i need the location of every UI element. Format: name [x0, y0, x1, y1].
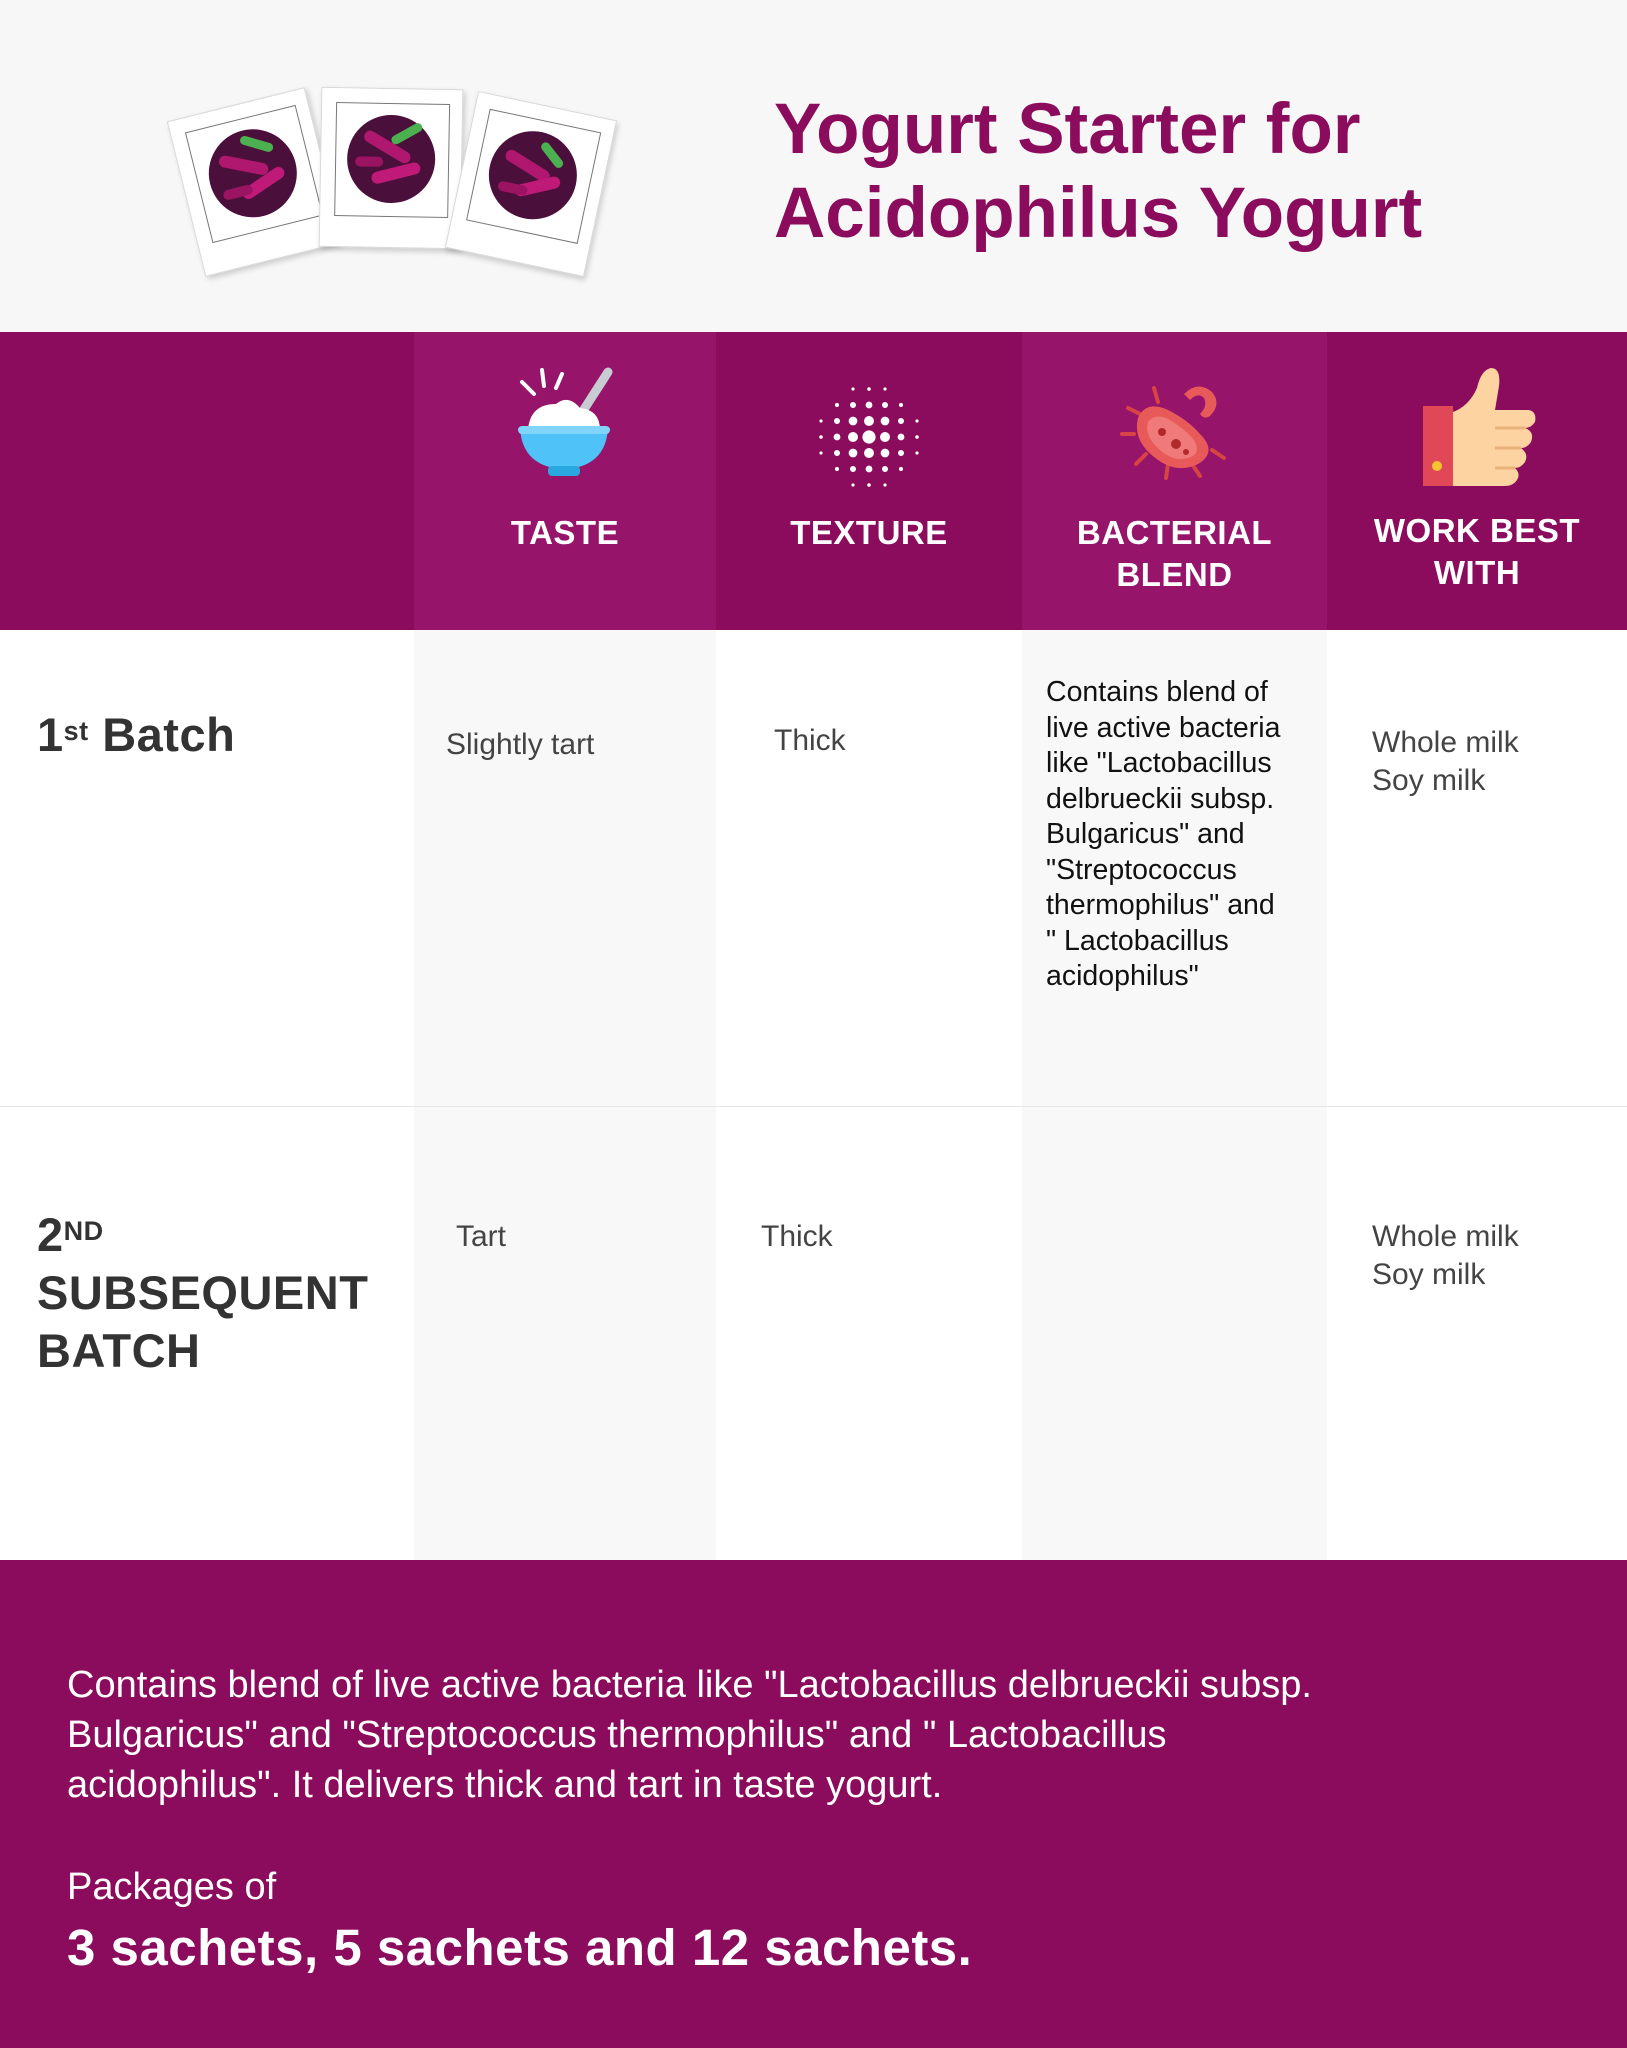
column-header-work-best: [1327, 332, 1627, 630]
bacterial-blend-line: like "Lactobacillus: [1046, 747, 1272, 779]
texture-dot: [835, 467, 839, 471]
texture-dot: [835, 403, 839, 407]
sachet-right: [445, 91, 617, 277]
product-image: [170, 80, 610, 280]
texture-dot: [915, 419, 918, 422]
sachet-center: [319, 87, 464, 249]
texture-dot: [819, 451, 822, 454]
column-label-bacterial-blend-line2: BLEND: [1116, 556, 1233, 593]
bacteria-image-icon: [478, 121, 587, 230]
bacterial-blend-line: Contains blend of: [1046, 676, 1268, 708]
column-label-work-best-line1: WORK BEST: [1373, 512, 1581, 549]
page-title: [774, 88, 1594, 256]
bacteria-image-icon: [344, 112, 438, 206]
texture-dot: [915, 451, 918, 454]
texture-dot: [883, 387, 886, 390]
column-label-work-best: [1327, 510, 1627, 594]
texture-dot: [866, 402, 873, 409]
texture-dot: [915, 435, 919, 439]
texture-dot: [851, 387, 854, 390]
column-label-work-best-line2: WITH: [1433, 554, 1521, 591]
row-label-subsequent-batch: 2ND SUBSEQUENT BATCH: [37, 1208, 369, 1377]
cell-taste-2: Tart: [456, 1220, 507, 1253]
texture-dot: [819, 419, 822, 422]
bacterial-blend-line: delbrueckii subsp.: [1046, 782, 1275, 815]
packages-value: 3 sachets, 5 sachets and 12 sachets.: [67, 1919, 973, 1976]
cell-texture-2: Thick: [761, 1220, 833, 1253]
texture-dot: [819, 435, 823, 439]
yogurt-bowl-icon: [508, 364, 618, 484]
texture-dot: [864, 416, 874, 426]
bacterial-blend-line: "Streptococcus: [1046, 853, 1237, 886]
bacterial-blend-line: " Lactobacillus: [1046, 924, 1229, 957]
texture-dot: [834, 434, 841, 441]
texture-dot: [867, 387, 871, 391]
texture-dot: [880, 432, 890, 442]
texture-dot: [882, 402, 888, 408]
column-header-bacterial-blend: [1022, 332, 1327, 630]
texture-dot: [899, 403, 903, 407]
row-label-1st-batch: 1st Batch: [37, 708, 236, 761]
texture-dot: [834, 418, 840, 424]
texture-dot: [848, 432, 858, 442]
sachet-left: [167, 87, 343, 277]
column-label-texture: TEXTURE: [790, 514, 948, 551]
texture-dot: [850, 466, 856, 472]
cell-texture-1: Thick: [774, 724, 846, 757]
texture-dot: [881, 417, 890, 426]
texture-dot: [866, 466, 873, 473]
title-line-2: Acidophilus Yogurt: [774, 174, 1423, 253]
cell-work-best-2: Whole milk Soy milk: [1372, 1220, 1519, 1291]
row-divider: [0, 1106, 1627, 1107]
texture-dot: [883, 483, 886, 486]
texture-dot: [864, 448, 874, 458]
column-body-taste: [414, 630, 716, 1560]
texture-dot: [882, 466, 888, 472]
footer-description: Contains blend of live active bacteria like "Lactobacillus delbrueckii subsp. Bulgaricus" and "Streptococcus thermophilus" and " Lactobacillus acidophilus". It delivers thick and tart in taste yogurt.: [67, 1664, 1312, 1806]
column-header-taste: [414, 332, 716, 630]
texture-dot: [849, 449, 858, 458]
bacteria-icon: [1118, 374, 1228, 484]
texture-dot: [899, 467, 903, 471]
texture-dot: [850, 402, 856, 408]
texture-dot: [898, 434, 905, 441]
texture-dot: [867, 483, 871, 487]
packages-label: Packages of: [67, 1866, 277, 1908]
texture-dot: [851, 483, 854, 486]
dot-grid-icon: [814, 382, 924, 492]
texture-dot: [898, 450, 904, 456]
title-line-1: Yogurt Starter for: [774, 90, 1361, 169]
texture-dot: [834, 450, 840, 456]
texture-dot: [881, 449, 890, 458]
column-label-bacterial-blend-line1: BACTERIAL: [1076, 514, 1273, 551]
column-header-texture: [716, 332, 1022, 630]
column-label-taste: TASTE: [510, 514, 620, 551]
texture-dot: [849, 417, 858, 426]
thumbs-up-icon: [1419, 362, 1539, 492]
bacterial-blend-line: acidophilus": [1046, 960, 1199, 992]
cell-taste-1: Slightly tart: [446, 728, 595, 761]
texture-dot: [898, 418, 904, 424]
bacterial-blend-line: live active bacteria: [1046, 711, 1281, 744]
texture-dot: [862, 430, 875, 443]
cell-bacterial-blend-1: [1046, 675, 1316, 995]
bacterial-blend-line: Bulgaricus" and: [1046, 818, 1245, 850]
cell-work-best-1: Whole milk Soy milk: [1372, 726, 1519, 797]
column-label-bacterial-blend: [1022, 512, 1327, 596]
bacterial-blend-line: thermophilus" and: [1046, 889, 1275, 921]
